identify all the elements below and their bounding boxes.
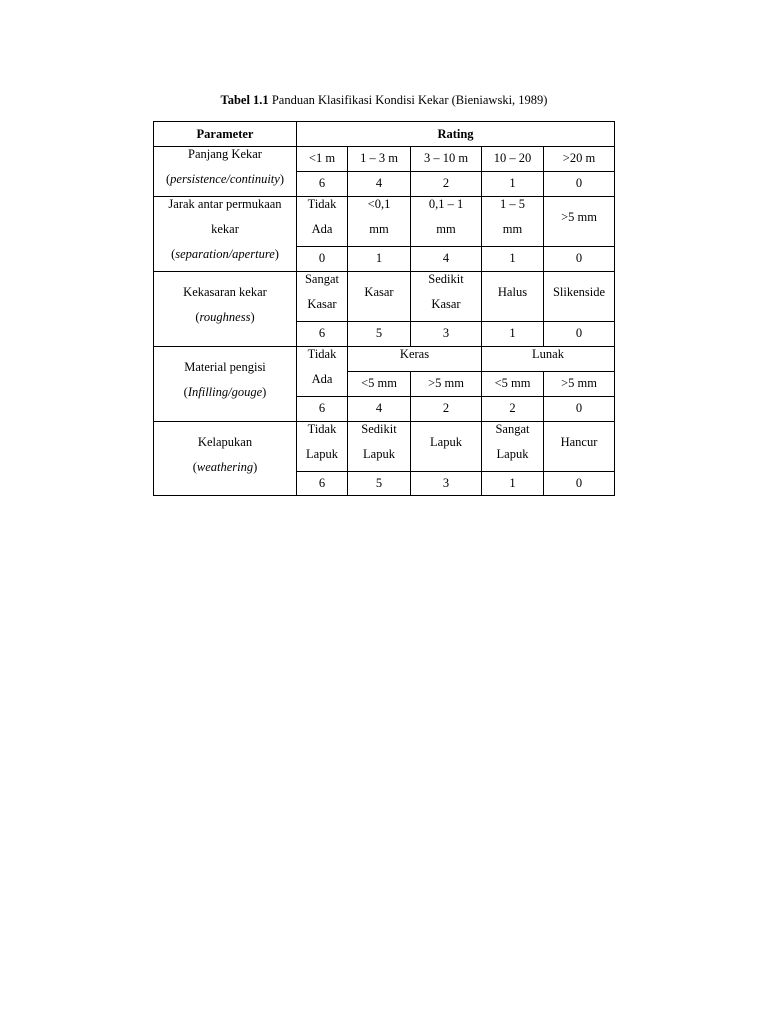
- separation-rating: 0: [575, 251, 583, 265]
- weathering-class: Hancur: [560, 434, 598, 449]
- parameter-english: (separation/aperture): [171, 247, 279, 261]
- roughness-rating: 5: [375, 326, 383, 340]
- parameter-english-term: weathering: [196, 460, 254, 474]
- table-caption-label: Tabel 1.1: [220, 93, 269, 107]
- parameter-name: kekar: [211, 222, 239, 236]
- class-line: Tidak: [307, 197, 337, 211]
- persistence-class: 1 – 3 m: [360, 151, 398, 165]
- class-line: Ada: [311, 222, 333, 236]
- infilling-subclass: <5 mm: [494, 376, 531, 390]
- parameter-english-term: separation/aperture: [175, 247, 275, 261]
- class-line: <0,1: [367, 197, 391, 211]
- parameter-english: (weathering): [192, 460, 258, 474]
- persistence-class: 10 – 20: [493, 151, 532, 165]
- infilling-rating: 6: [318, 401, 326, 415]
- parameter-weathering: [154, 430, 296, 480]
- persistence-class: >20 m: [562, 151, 596, 165]
- infilling-rating: 0: [575, 401, 583, 415]
- parameter-infilling: [154, 355, 296, 405]
- header-parameter: Parameter: [196, 127, 254, 141]
- infilling-class-hard: Keras: [399, 347, 430, 361]
- infilling-rating: 2: [442, 401, 450, 415]
- infilling-rating: 2: [509, 401, 516, 415]
- roughness-rating: 0: [575, 326, 583, 340]
- class-line: mm: [369, 222, 389, 236]
- parameter-english: (roughness): [195, 310, 255, 324]
- parameter-separation: [154, 192, 296, 267]
- parameter-english: (Infilling/gouge): [183, 385, 267, 399]
- class-line: Kasar: [307, 297, 337, 311]
- persistence-rating: 6: [318, 176, 326, 190]
- parameter-name: Panjang Kekar: [188, 147, 262, 161]
- parameter-name: Jarak antar permukaan: [168, 197, 282, 211]
- table-caption-text: Panduan Klasifikasi Kondisi Kekar (Bieniawski, 1989): [268, 93, 548, 107]
- infilling-class-soft: Lunak: [532, 347, 564, 361]
- infilling-class-none: [297, 342, 347, 392]
- parameter-english: (persistence/continuity): [165, 172, 285, 186]
- class-line: Sedikit: [428, 272, 464, 286]
- infilling-rating: 4: [375, 401, 383, 415]
- class-line: 0,1 – 1: [428, 197, 464, 211]
- separation-rating: 4: [442, 251, 450, 265]
- roughness-rating: 1: [509, 326, 516, 340]
- parameter-name: Material pengisi: [184, 360, 266, 374]
- parameter-roughness: [154, 280, 296, 330]
- persistence-class: 3 – 10 m: [423, 151, 469, 165]
- class-line: 1 – 5: [500, 197, 525, 211]
- table-border: [154, 122, 615, 496]
- separation-class: [411, 192, 481, 242]
- class-line: mm: [436, 222, 456, 236]
- persistence-rating: 0: [575, 176, 583, 190]
- class-line: Lapuk: [496, 447, 529, 461]
- class-line: Lapuk: [306, 447, 338, 461]
- class-line: Tidak: [307, 422, 337, 436]
- roughness-rating: 3: [442, 326, 450, 340]
- persistence-class: <1 m: [308, 151, 336, 165]
- class-line: Kasar: [431, 297, 461, 311]
- table-caption: [0, 92, 768, 108]
- class-line: Sangat: [304, 272, 340, 286]
- class-line: Sedikit: [361, 422, 397, 436]
- separation-class: [297, 192, 347, 242]
- infilling-subclass: >5 mm: [561, 376, 597, 390]
- header-rating: Rating: [437, 127, 474, 141]
- weathering-class: Lapuk: [430, 434, 462, 449]
- weathering-rating: 0: [575, 476, 583, 490]
- parameter-persistence: [154, 142, 296, 192]
- weathering-rating: 5: [375, 476, 383, 490]
- roughness-class: [411, 267, 481, 317]
- parameter-english-term: roughness: [199, 310, 251, 324]
- separation-rating: 1: [375, 251, 383, 265]
- weathering-class: [348, 417, 410, 467]
- persistence-rating: 1: [509, 176, 516, 190]
- parameter-english-term: persistence/continuity: [170, 172, 280, 186]
- persistence-rating: 2: [442, 176, 450, 190]
- class-line: mm: [502, 222, 523, 236]
- weathering-rating: 3: [442, 476, 450, 490]
- roughness-class: [297, 267, 347, 317]
- roughness-rating: 6: [318, 326, 326, 340]
- parameter-name: Kelapukan: [197, 435, 253, 449]
- weathering-class: [482, 417, 543, 467]
- roughness-class: Slikenside: [552, 284, 606, 299]
- separation-class: >5 mm: [561, 209, 597, 224]
- roughness-class: Halus: [497, 284, 528, 299]
- infilling-subclass: <5 mm: [361, 376, 397, 390]
- class-line: Ada: [311, 372, 333, 386]
- infilling-subclass: >5 mm: [428, 376, 464, 390]
- separation-rating: 1: [509, 251, 516, 265]
- separation-class: [348, 192, 410, 242]
- weathering-class: [297, 417, 347, 467]
- separation-class: [482, 192, 543, 242]
- class-line: Sangat: [495, 422, 530, 436]
- separation-rating: 0: [318, 251, 326, 265]
- weathering-rating: 1: [509, 476, 516, 490]
- roughness-class: Kasar: [364, 284, 394, 299]
- parameter-name: Kekasaran kekar: [183, 285, 267, 299]
- persistence-rating: 4: [375, 176, 383, 190]
- weathering-rating: 6: [318, 476, 326, 490]
- class-line: Lapuk: [363, 447, 395, 461]
- class-line: Tidak: [307, 347, 337, 361]
- parameter-english-term: Infilling/gouge: [187, 385, 263, 399]
